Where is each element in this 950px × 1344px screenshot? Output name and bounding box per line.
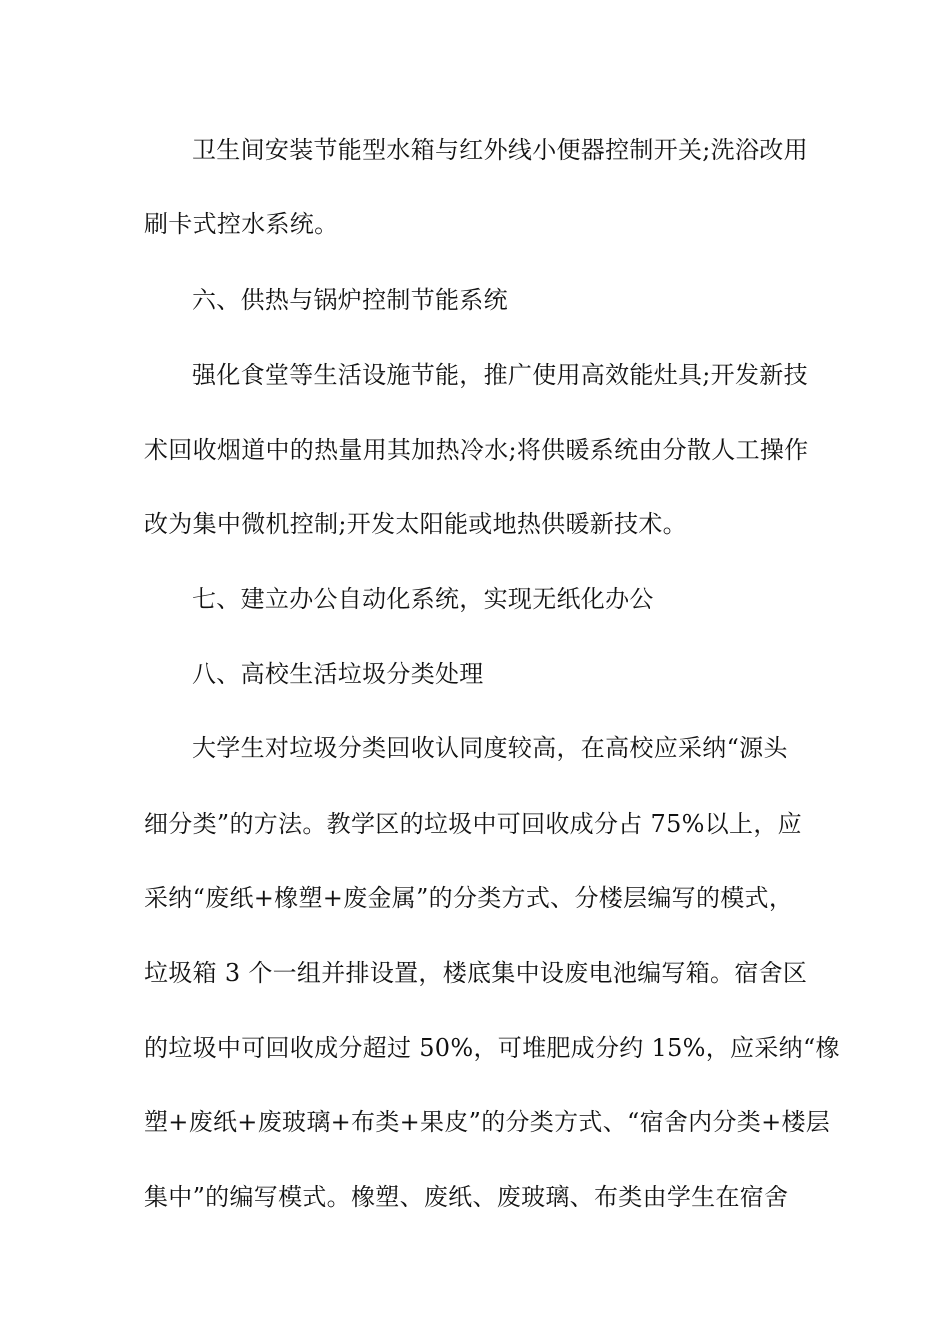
- paragraph-line: 的垃圾中可回收成分超过 50%，可堆肥成分约 15%，应采纳“橡: [144, 1034, 840, 1062]
- paragraph-line: 集中”的编写模式。橡塑、废纸、废玻璃、布类由学生在宿舍: [144, 1183, 789, 1211]
- paragraph-line: 强化食堂等生活设施节能，推广使用高效能灶具;开发新技: [192, 361, 808, 389]
- paragraph-line: 细分类”的方法。教学区的垃圾中可回收成分占 75%以上，应: [144, 810, 802, 838]
- section-heading: 八、高校生活垃圾分类处理: [192, 660, 484, 688]
- paragraph-line: 大学生对垃圾分类回收认同度较高，在高校应采纳“源头: [192, 734, 788, 762]
- paragraph-line: 塑+废纸+废玻璃+布类+果皮”的分类方式、“宿舍内分类+楼层: [144, 1108, 831, 1136]
- paragraph-line: 改为集中微机控制;开发太阳能或地热供暖新技术。: [144, 510, 687, 538]
- paragraph-line: 刷卡式控水系统。: [144, 210, 339, 238]
- paragraph-line: 卫生间安装节能型水箱与红外线小便器控制开关;洗浴改用: [192, 136, 808, 164]
- paragraph-line: 垃圾箱 3 个一组并排设置，楼底集中设废电池编写箱。宿舍区: [144, 959, 808, 987]
- section-heading: 七、建立办公自动化系统，实现无纸化办公: [192, 585, 654, 613]
- paragraph-line: 术回收烟道中的热量用其加热冷水;将供暖系统由分散人工操作: [144, 436, 809, 464]
- paragraph-line: 采纳“废纸+橡塑+废金属”的分类方式、分楼层编写的模式，: [144, 884, 794, 912]
- section-heading: 六、供热与锅炉控制节能系统: [192, 286, 508, 314]
